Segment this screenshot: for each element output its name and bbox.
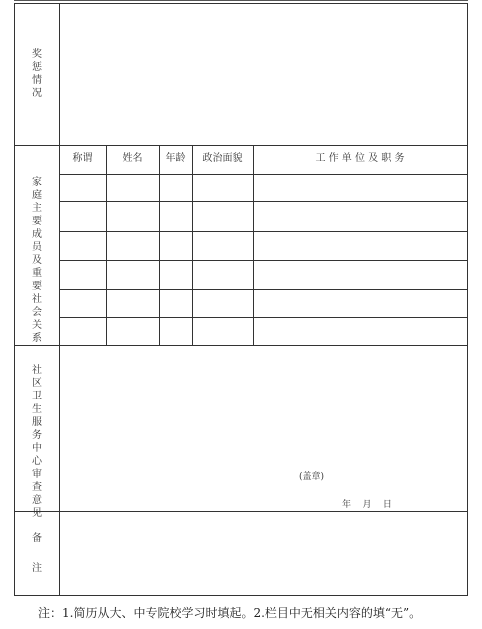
form-table	[14, 3, 468, 596]
family-header-bottom	[59, 174, 467, 175]
family-row-line	[59, 317, 467, 318]
family-col-line-1	[106, 145, 107, 345]
date-text: 年 月 日	[342, 500, 392, 510]
community-section-bottom	[15, 511, 467, 512]
community-label: 社区卫生服务中心审查意见	[32, 365, 42, 519]
family-col-line-4	[253, 145, 254, 345]
family-label: 家庭主要成员及重要社会关系	[32, 177, 42, 344]
awards-section-bottom	[15, 145, 467, 146]
family-row-line	[59, 260, 467, 261]
header-age: 年龄	[165, 153, 186, 164]
footnote: 注：1.简历从大、中专院校学习时填起。2.栏目中无相关内容的填“无”。	[38, 606, 422, 620]
header-relation: 称谓	[72, 153, 93, 164]
remarks-label-char-2: 注	[32, 563, 42, 574]
family-col-line-3	[192, 145, 193, 345]
family-row-line	[59, 201, 467, 202]
family-section-bottom	[15, 345, 467, 346]
remarks-label-char-1: 备	[32, 533, 42, 544]
header-political-status: 政治面貌	[202, 153, 243, 164]
seal-text: (盖章)	[299, 472, 325, 482]
header-name: 姓名	[122, 153, 143, 164]
family-row-line	[59, 289, 467, 290]
family-row-line	[59, 231, 467, 232]
header-work-unit-position: 工 作 单 位 及 职 务	[315, 153, 405, 164]
awards-label: 奖惩情况	[32, 49, 42, 99]
label-column-divider	[59, 4, 60, 595]
family-col-line-2	[159, 145, 160, 345]
